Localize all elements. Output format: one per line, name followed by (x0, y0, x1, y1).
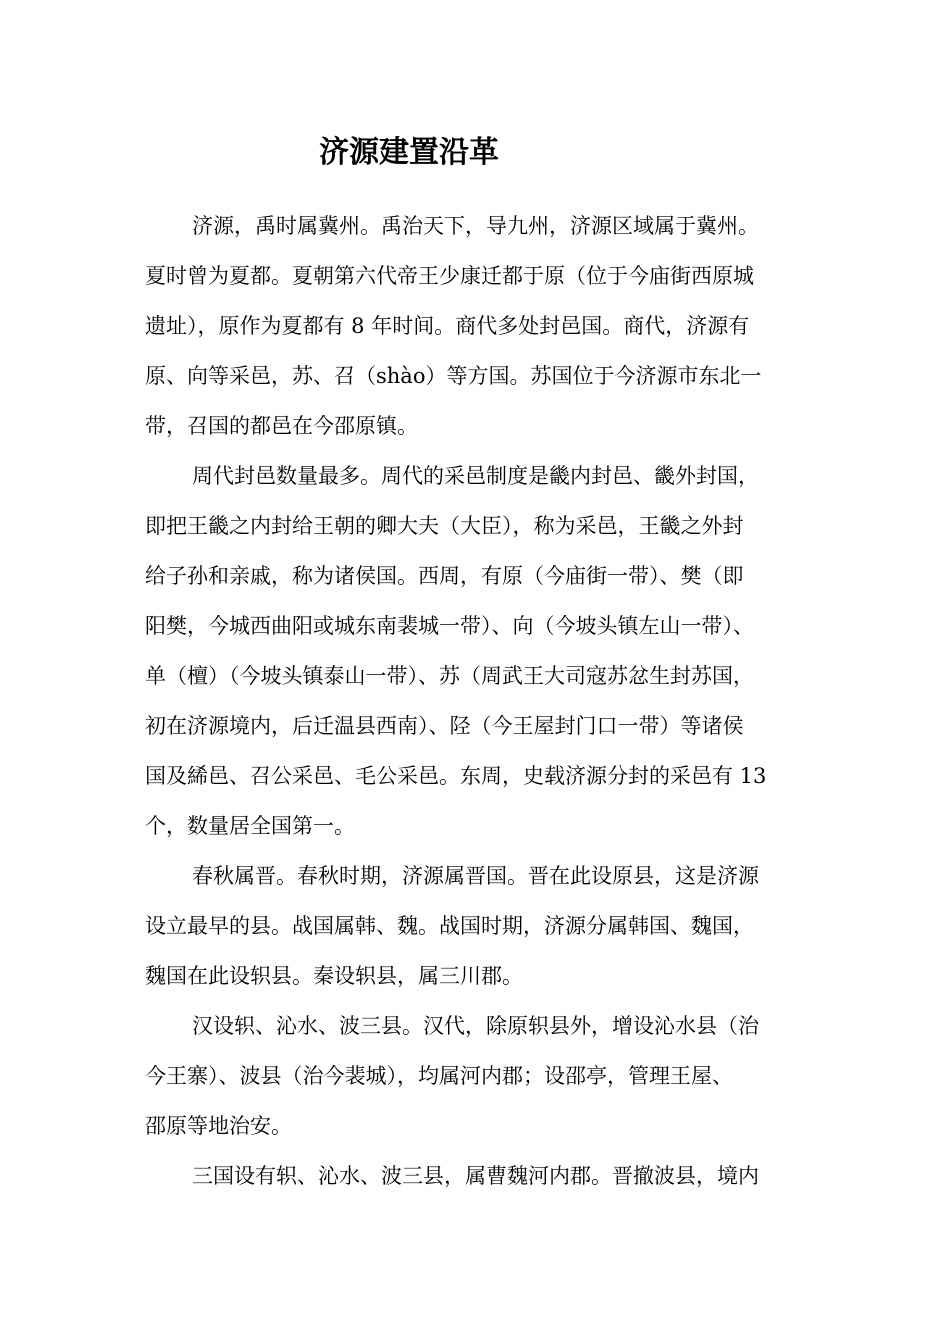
text-line-12: 国及絺邑、召公采邑、毛公采邑。东周，史载济源分封的采邑有 13 (145, 764, 767, 788)
text-line-11: 初在济源境内，后迁温县西南）、陉（今王屋封门口一带）等诸侯 (145, 714, 744, 738)
text-line-7: 即把王畿之内封给王朝的卿大夫（大臣），称为采邑，王畿之外封 (145, 514, 744, 538)
text-line-15: 设立最早的县。战国属韩、魏。战国时期，济源分属韩国、魏国， (145, 914, 754, 938)
text-line-13: 个，数量居全国第一。 (145, 814, 355, 838)
text-line-3: 遗址），原作为夏都有 8 年时间。商代多处封邑国。商代，济源有 (145, 314, 750, 338)
text-line-10: 单（檀）（今坡头镇泰山一带）、苏（周武王大司寇苏忿生封苏国， (145, 664, 754, 688)
text-line-20: 三国设有轵、沁水、波三县，属曹魏河内郡。晋撤波县，境内 (192, 1164, 759, 1188)
document-title: 济源建置沿革 (319, 135, 499, 170)
text-line-19: 邵原等地治安。 (145, 1114, 292, 1138)
text-line-4: 原、向等采邑，苏、召（shào）等方国。苏国位于今济源市东北一 (145, 364, 762, 388)
text-line-1: 济源，禹时属冀州。禹治天下，导九州，济源区域属于冀州。 (192, 214, 759, 238)
text-line-8: 给子孙和亲戚，称为诸侯国。西周，有原（今庙街一带）、樊（即 (145, 564, 744, 588)
text-line-6: 周代封邑数量最多。周代的采邑制度是畿内封邑、畿外封国， (192, 464, 759, 488)
text-line-9: 阳樊，今城西曲阳或城东南裴城一带）、向（今坡头镇左山一带）、 (145, 614, 754, 638)
text-line-17: 汉设轵、沁水、波三县。汉代，除原轵县外，增设沁水县（治 (192, 1014, 759, 1038)
text-line-16: 魏国在此设轵县。秦设轵县，属三川郡。 (145, 964, 523, 988)
text-line-18: 今王寨）、波县（治今裴城），均属河内郡；设邵亭，管理王屋、 (145, 1064, 733, 1088)
text-line-14: 春秋属晋。春秋时期，济源属晋国。晋在此设原县，这是济源 (192, 864, 759, 888)
text-line-5: 带，召国的都邑在今邵原镇。 (145, 414, 418, 438)
text-line-2: 夏时曾为夏都。夏朝第六代帝王少康迁都于原（位于今庙街西原城 (145, 264, 754, 288)
